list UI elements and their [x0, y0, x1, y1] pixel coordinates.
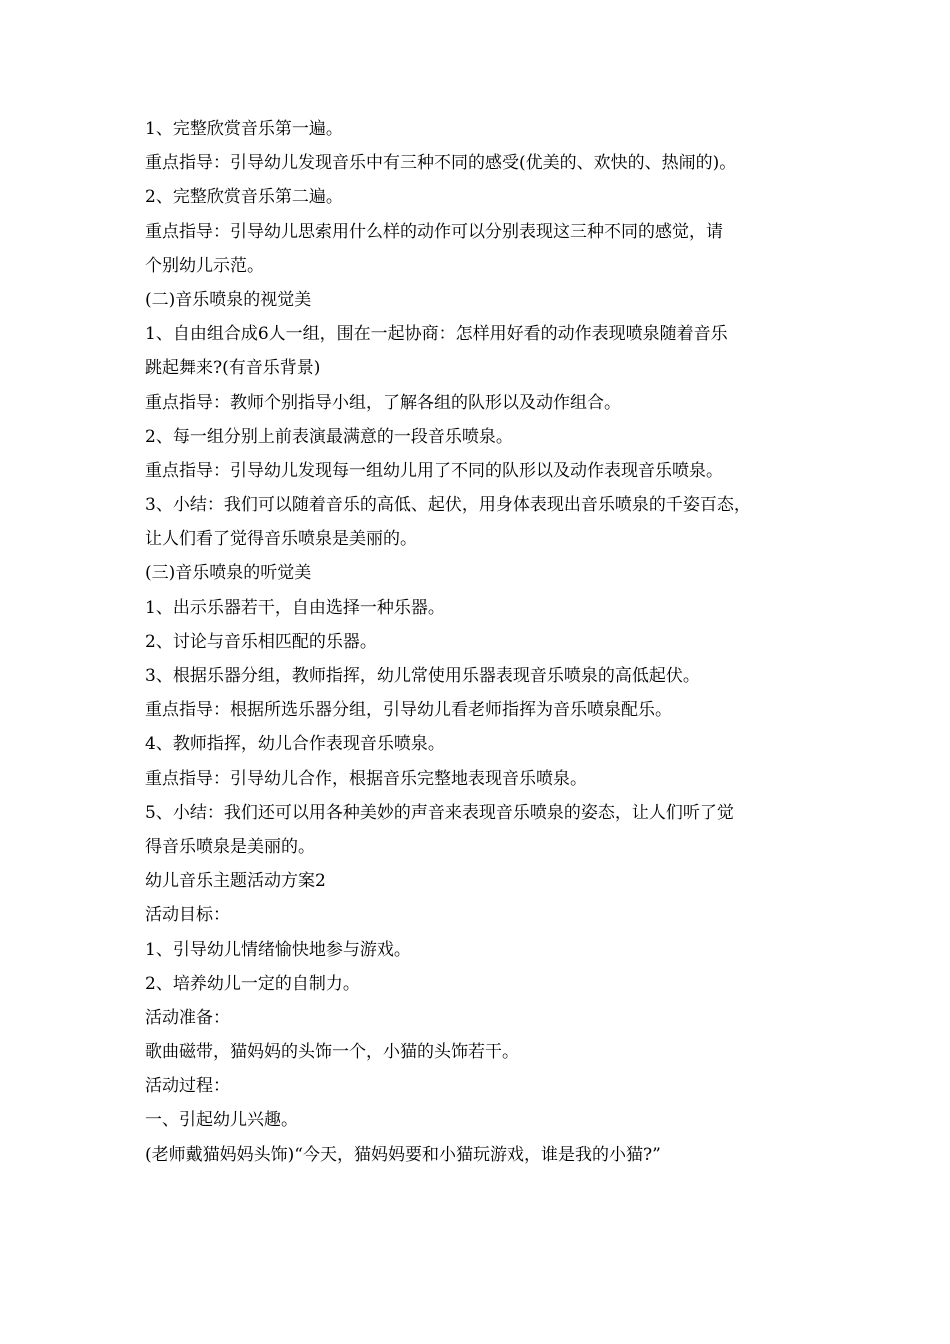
text-line: 2、每一组分别上前表演最满意的一段音乐喷泉。 — [145, 426, 513, 447]
text-line: 重点指导：引导幼儿合作，根据音乐完整地表现音乐喷泉。 — [145, 768, 587, 789]
text-line: 跳起舞来?(有音乐背景) — [145, 358, 321, 379]
text-line: (老师戴猫妈妈头饰)“今天，猫妈妈要和小猫玩游戏，谁是我的小猫?” — [145, 1144, 661, 1165]
text-line: 重点指导：教师个别指导小组，了解各组的队形以及动作组合。 — [145, 392, 621, 413]
text-line: 1、自由组合成6人一组，围在一起协商：怎样用好看的动作表现喷泉随着音乐 — [145, 324, 728, 345]
text-line: 3、小结：我们可以随着音乐的高低、起伏，用身体表现出音乐喷泉的千姿百态， — [145, 495, 751, 516]
text-line: 5、小结：我们还可以用各种美妙的声音来表现音乐喷泉的姿态，让人们听了觉 — [145, 802, 734, 823]
text-line: 4、教师指挥，幼儿合作表现音乐喷泉。 — [145, 734, 445, 755]
text-line: 得音乐喷泉是美丽的。 — [145, 836, 315, 857]
document-body — [145, 119, 825, 1179]
text-line: 3、根据乐器分组，教师指挥，幼儿常使用乐器表现音乐喷泉的高低起伏。 — [145, 666, 700, 686]
text-line: 重点指导：引导幼儿发现每一组幼儿用了不同的队形以及动作表现音乐喷泉。 — [145, 460, 723, 481]
section-heading: 活动目标： — [145, 905, 230, 926]
text-line: 让人们看了觉得音乐喷泉是美丽的。 — [145, 529, 417, 550]
text-line: 重点指导：引导幼儿思索用什么样的动作可以分别表现这三种不同的感觉，请 — [145, 221, 723, 242]
text-line: 2、讨论与音乐相匹配的乐器。 — [145, 631, 377, 652]
section-heading: (二)音乐喷泉的视觉美 — [145, 289, 312, 310]
text-line: 重点指导：引导幼儿发现音乐中有三种不同的感受(优美的、欢快的、热闹的)。 — [145, 153, 737, 174]
plan-title: 幼儿音乐主题活动方案2 — [145, 871, 326, 892]
text-line: 2、培养幼儿一定的自制力。 — [145, 973, 360, 994]
text-line: 1、完整欣赏音乐第一遍。 — [145, 119, 343, 139]
text-line: 1、引导幼儿情绪愉快地参与游戏。 — [145, 939, 411, 960]
section-heading: 活动准备： — [145, 1007, 230, 1028]
section-heading: (三)音乐喷泉的听觉美 — [145, 563, 312, 584]
text-line: 个别幼儿示范。 — [145, 255, 264, 276]
text-line: 一、引起幼儿兴趣。 — [145, 1110, 298, 1131]
text-line: 2、完整欣赏音乐第二遍。 — [145, 187, 343, 208]
section-heading: 活动过程： — [145, 1076, 230, 1097]
text-line: 重点指导：根据所选乐器分组，引导幼儿看老师指挥为音乐喷泉配乐。 — [145, 700, 672, 721]
text-line: 1、出示乐器若干，自由选择一种乐器。 — [145, 597, 445, 618]
text-line: 歌曲磁带，猫妈妈的头饰一个，小猫的头饰若干。 — [145, 1042, 519, 1063]
